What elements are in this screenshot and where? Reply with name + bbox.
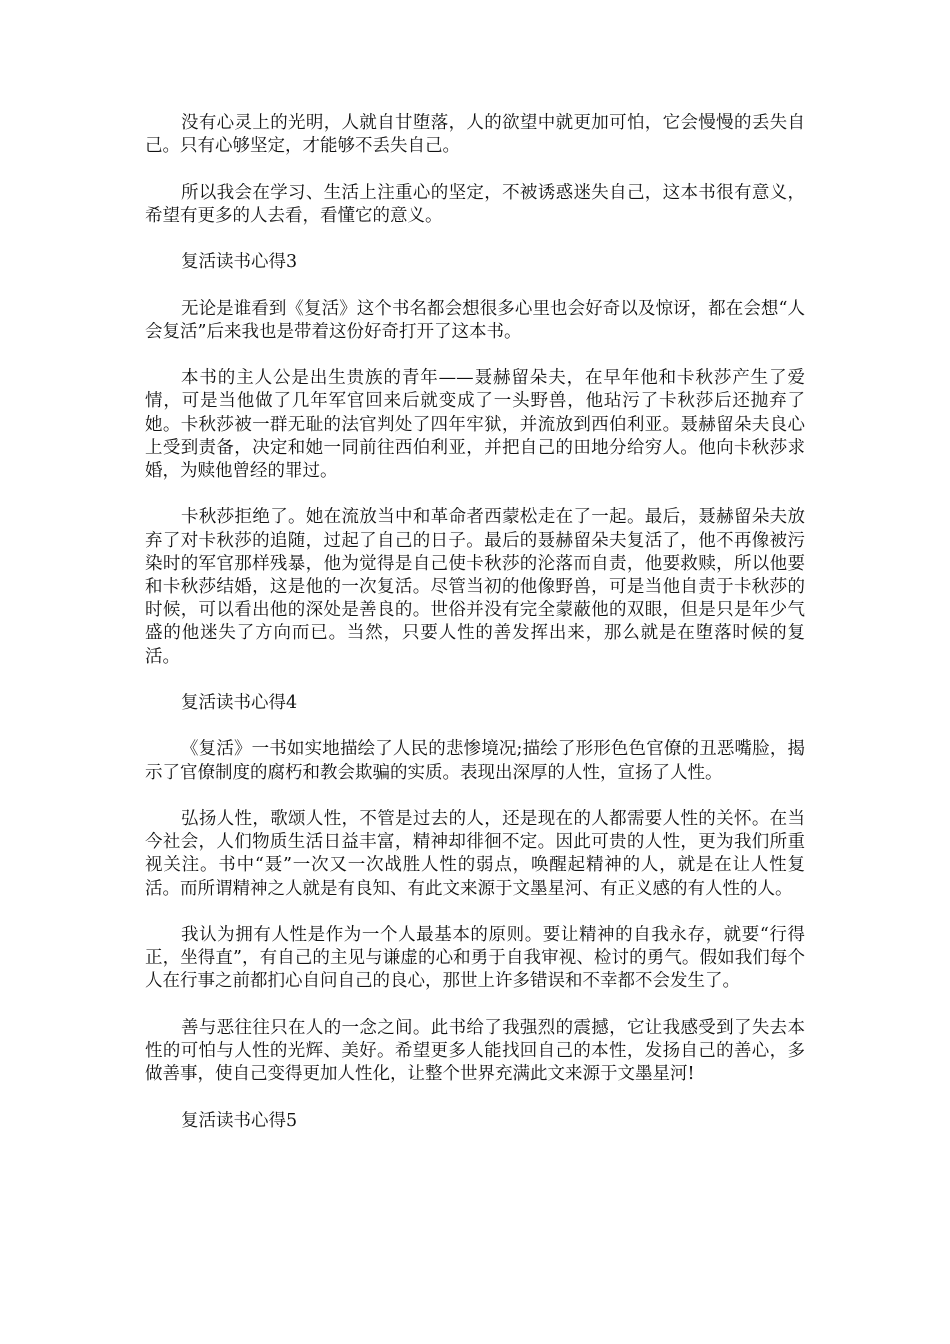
document-body — [145, 112, 805, 1156]
paragraph: 无论是谁看到《复活》这个书名都会想很多心里也会好奇以及惊讶，都在会想“人会复活”后来我也是带着这份好奇打开了这本书。 — [145, 298, 805, 342]
paragraph: 卡秋莎拒绝了。她在流放当中和革命者西蒙松走在了一起。最后，聂赫留朵夫放弃了对卡秋莎的追随，过起了自己的日子。最后的聂赫留朵夫复活了，他不再像被污染时的军官那样残暴，他为觉得是自己使卡秋莎的沦落而自责，他要救赎，所以他要和卡秋莎结婚，这是他的一次复活。尽管当初的他像野兽，可是当他自责于卡秋莎的时候，可以看出他的深处是善良的。世俗并没有完全蒙蔽他的双眼，但是只是年少气盛的他迷失了方向而已。当然，只要人性的善发挥出来，那么就是在堕落时候的复活。 — [145, 507, 805, 667]
section-heading: 复活读书心得3 — [181, 252, 298, 273]
section-heading: 复活读书心得4 — [181, 692, 298, 713]
paragraph: 所以我会在学习、生活上注重心的坚定，不被诱惑迷失自己，这本书很有意义，希望有更多的人去看，看懂它的意义。 — [145, 182, 805, 226]
paragraph: 善与恶往往只在人的一念之间。此书给了我强烈的震撼，它让我感受到了失去本性的可怕与人性的光辉、美好。希望更多人能找回自己的本性，发扬自己的善心，多做善事，使自己变得更加人性化，让整个世界充满此文来源于文墨星河! — [145, 1017, 805, 1085]
paragraph: 《复活》一书如实地描绘了人民的悲惨境况;描绘了形形色色官僚的丑恶嘴脸，揭示了官僚制度的腐朽和教会欺骗的实质。表现出深厚的人性，宣扬了人性。 — [145, 739, 805, 783]
paragraph: 弘扬人性，歌颂人性，不管是过去的人，还是现在的人都需要人性的关怀。在当今社会，人们物质生活日益丰富，精神却徘徊不定。因此可贵的人性，更为我们所重视关注。书中“聂”一次又一次战胜人性的弱点，唤醒起精神的人，就是在让人性复活。而所谓精神之人就是有良知、有此文来源于文墨星河、有正义感的有人性的人。 — [145, 808, 805, 899]
paragraph: 没有心灵上的光明，人就自甘堕落，人的欲望中就更加可怕，它会慢慢的丢失自己。只有心够坚定，才能够不丢失自己。 — [145, 113, 805, 157]
section-heading: 复活读书心得5 — [181, 1110, 298, 1131]
paragraph: 我认为拥有人性是作为一个人最基本的原则。要让精神的自我永存，就要“行得正，坐得直”，有自己的主见与谦虚的心和勇于自我审视、检讨的勇气。假如我们每个人在行事之前都扪心自问自己的良心，那世上许多错误和不幸都不会发生了。 — [145, 924, 805, 992]
paragraph: 本书的主人公是出生贵族的青年——聂赫留朵夫，在早年他和卡秋莎产生了爱情，可是当他做了几年军官回来后就变成了一头野兽，他玷污了卡秋莎后还抛弃了她。卡秋莎被一群无耻的法官判处了四年牢狱，并流放到西伯利亚。聂赫留朵夫良心上受到责备，决定和她一同前往西伯利亚，并把自己的田地分给穷人。他向卡秋莎求婚，为赎他曾经的罪过。 — [145, 368, 805, 481]
